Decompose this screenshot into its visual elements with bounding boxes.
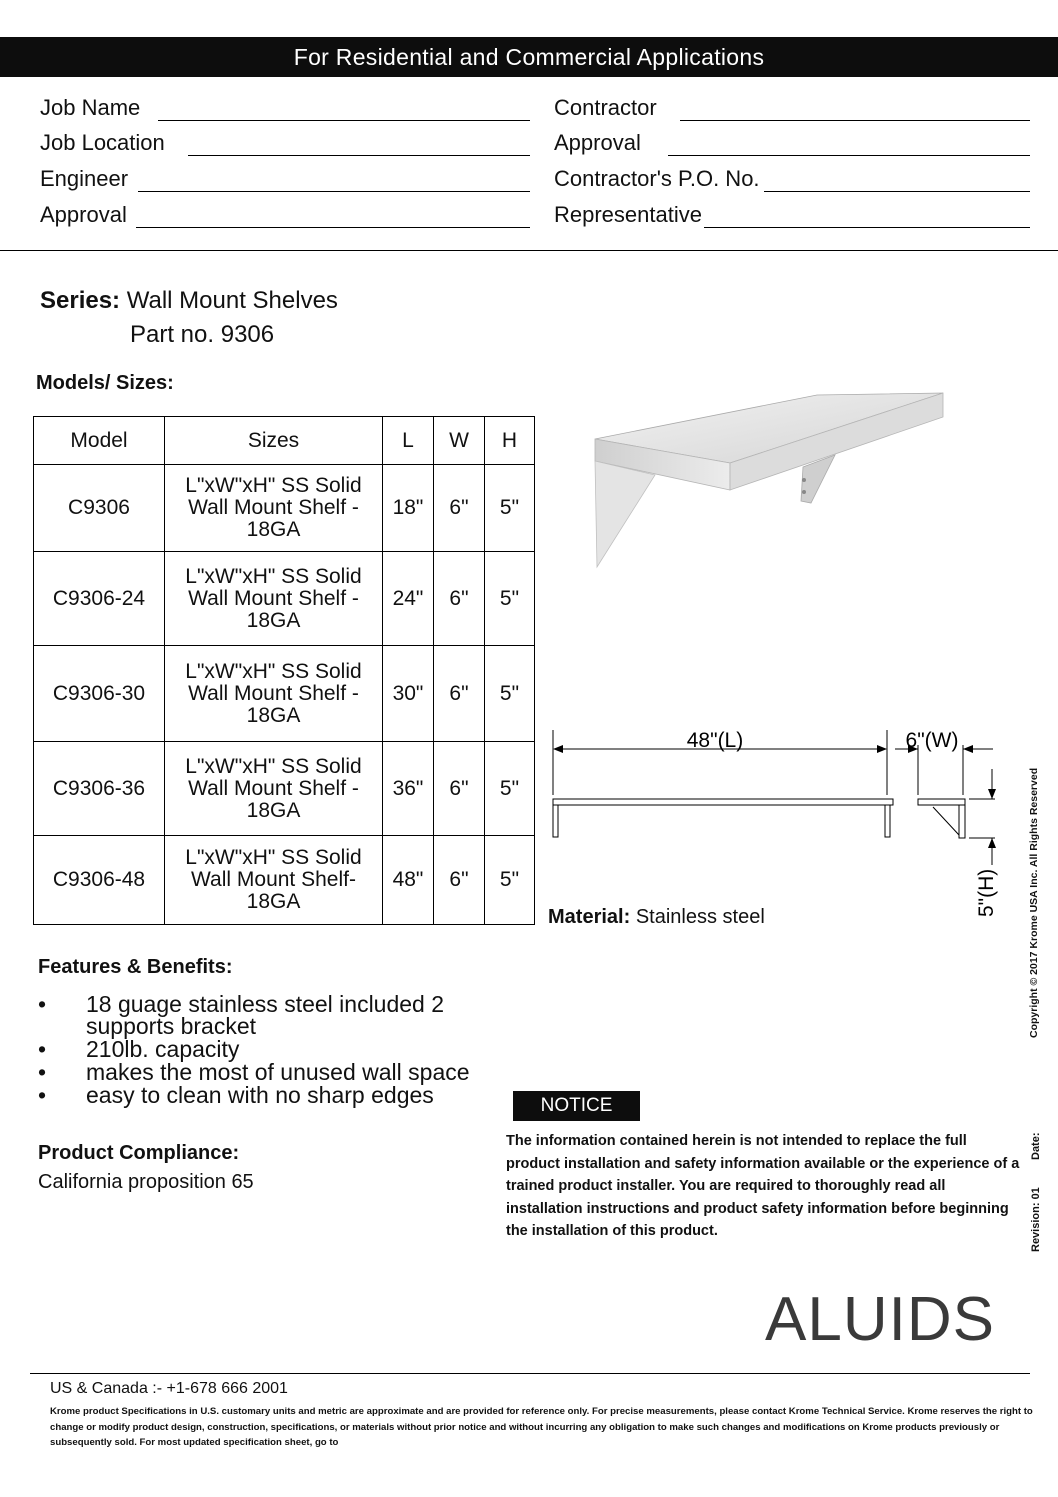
contractor-field[interactable] — [554, 95, 1030, 121]
approval-field-left[interactable] — [40, 202, 530, 228]
col-model: Model — [34, 417, 165, 465]
bullet: • — [38, 991, 47, 1017]
series-label: Series: — [40, 287, 121, 314]
contractor-po-line — [764, 191, 1030, 192]
model-cell: C9306-30 — [34, 646, 165, 742]
revision-label: Revision: 01 — [1030, 1187, 1042, 1252]
width-cell: 6" — [434, 552, 485, 646]
part-number: Part no. 9306 — [130, 321, 275, 348]
approval-label-left: Approval — [40, 202, 127, 227]
approval-label-right: Approval — [554, 130, 641, 155]
material-value: Stainless steel — [635, 906, 765, 928]
length-cell: 30" — [383, 646, 434, 742]
footer-divider — [30, 1373, 1030, 1374]
height-cell: 5" — [485, 742, 535, 836]
notice-label: NOTICE — [540, 1095, 613, 1116]
material-label: Material: — [548, 906, 631, 928]
height-dimension-label: 5"(H) — [975, 868, 998, 917]
size-cell: L"xW"xH" SS Solid Wall Mount Shelf - 18GA — [165, 742, 383, 836]
form-divider — [0, 250, 1058, 251]
width-cell: 6" — [434, 465, 485, 552]
approval-line-left — [136, 227, 530, 228]
height-cell: 5" — [485, 465, 535, 552]
header-title-bar — [0, 37, 1058, 77]
notice-text: The information contained herein is not intended to replace the full product installation and safety information available or the experience of a trained product installer. You are required to thoroughly read all installation instructions and product safety information before beginning the installation of this product. — [506, 1133, 1020, 1239]
height-cell: 5" — [485, 646, 535, 742]
brand-logo — [765, 1280, 1010, 1365]
table-row — [34, 465, 535, 552]
model-cell: C9306-36 — [34, 742, 165, 836]
length-cell: 24" — [383, 552, 434, 646]
representative-label: Representative — [554, 202, 702, 227]
features-heading: Features & Benefits: — [38, 956, 233, 978]
copyright-vertical: Copyright © 2017 Krome USA Inc. All Rights Reserved — [1028, 767, 1040, 1038]
job-location-line — [188, 155, 530, 156]
table-row — [34, 552, 535, 646]
job-location-field[interactable] — [40, 130, 530, 156]
contractor-label: Contractor — [554, 95, 657, 120]
feature-text-continued: supports bracket — [86, 1013, 257, 1039]
shelf-illustration — [585, 385, 955, 575]
model-cell: C9306-24 — [34, 552, 165, 646]
col-w: W — [434, 417, 485, 465]
width-cell: 6" — [434, 646, 485, 742]
representative-line — [704, 227, 1030, 228]
representative-field[interactable] — [554, 202, 1030, 228]
col-h: H — [485, 417, 535, 465]
feature-text: 210lb. capacity — [86, 1036, 240, 1062]
engineer-label: Engineer — [40, 166, 129, 191]
model-cell: C9306-48 — [34, 836, 165, 925]
date-label: Date: — [1030, 1132, 1042, 1160]
models-heading: Models/ Sizes: — [36, 372, 174, 394]
notice-badge — [513, 1091, 640, 1121]
bullet: • — [38, 1082, 47, 1108]
table-row — [34, 836, 535, 925]
compliance-heading: Product Compliance: — [38, 1142, 240, 1164]
size-cell: L"xW"xH" SS Solid Wall Mount Shelf - 18GA — [165, 646, 383, 742]
height-cell: 5" — [485, 836, 535, 925]
job-name-label: Job Name — [40, 95, 141, 120]
contractor-po-label: Contractor's P.O. No. — [554, 166, 760, 191]
feature-text: easy to clean with no sharp edges — [86, 1082, 434, 1108]
model-cell: C9306 — [34, 465, 165, 552]
job-name-line — [158, 120, 530, 121]
width-dimension-label: 6"(W) — [905, 729, 959, 752]
models-table — [33, 416, 535, 925]
size-cell: L"xW"xH" SS Solid Wall Mount Shelf - 18GA — [165, 465, 383, 552]
table-row — [34, 646, 535, 742]
size-cell: L"xW"xH" SS Solid Wall Mount Shelf- 18GA — [165, 836, 383, 925]
series-value: Wall Mount Shelves — [126, 287, 338, 314]
height-cell: 5" — [485, 552, 535, 646]
length-dimension-label: 48"(L) — [686, 729, 744, 752]
contractor-line — [680, 120, 1030, 121]
col-l: L — [383, 417, 434, 465]
job-location-label: Job Location — [40, 130, 165, 155]
contractor-po-field[interactable] — [554, 166, 1030, 192]
size-cell: L"xW"xH" SS Solid Wall Mount Shelf - 18GA — [165, 552, 383, 646]
approval-line-right — [668, 155, 1030, 156]
dimension-drawing — [545, 725, 1005, 925]
material-line — [548, 906, 765, 929]
bullet: • — [38, 1036, 47, 1062]
logo-text: ALUIDS — [765, 1285, 995, 1354]
compliance-text: California proposition 65 — [38, 1171, 254, 1193]
header-title: For Residential and Commercial Applications — [293, 44, 765, 70]
models-header-row — [34, 417, 535, 465]
series-line — [40, 287, 338, 315]
feature-text: 18 guage stainless steel included 2 — [86, 991, 445, 1017]
bullet: • — [38, 1059, 47, 1085]
engineer-field[interactable] — [40, 166, 530, 192]
width-cell: 6" — [434, 742, 485, 836]
width-cell: 6" — [434, 836, 485, 925]
length-cell: 36" — [383, 742, 434, 836]
length-cell: 18" — [383, 465, 434, 552]
job-name-field[interactable] — [40, 95, 530, 121]
length-cell: 48" — [383, 836, 434, 925]
engineer-line — [138, 191, 530, 192]
table-row — [34, 742, 535, 836]
feature-text: makes the most of unused wall space — [86, 1059, 470, 1085]
contact-phone: US & Canada :- +1-678 666 2001 — [50, 1380, 288, 1397]
approval-field-right[interactable] — [554, 130, 1030, 156]
col-sizes: Sizes — [165, 417, 383, 465]
footer-legal-text: Krome product Specifications in U.S. customary units and metric are approximate and are provided for reference only. For precise measurements, please contact Krome Technical Service. Krome reserves the right to change or modify product design, construction, specifications, or materials without prior notice and without incurring any obligation to make such changes and modifications on Krome products previously or subsequently sold. For most updated specification sheet, go to — [50, 1406, 1033, 1448]
